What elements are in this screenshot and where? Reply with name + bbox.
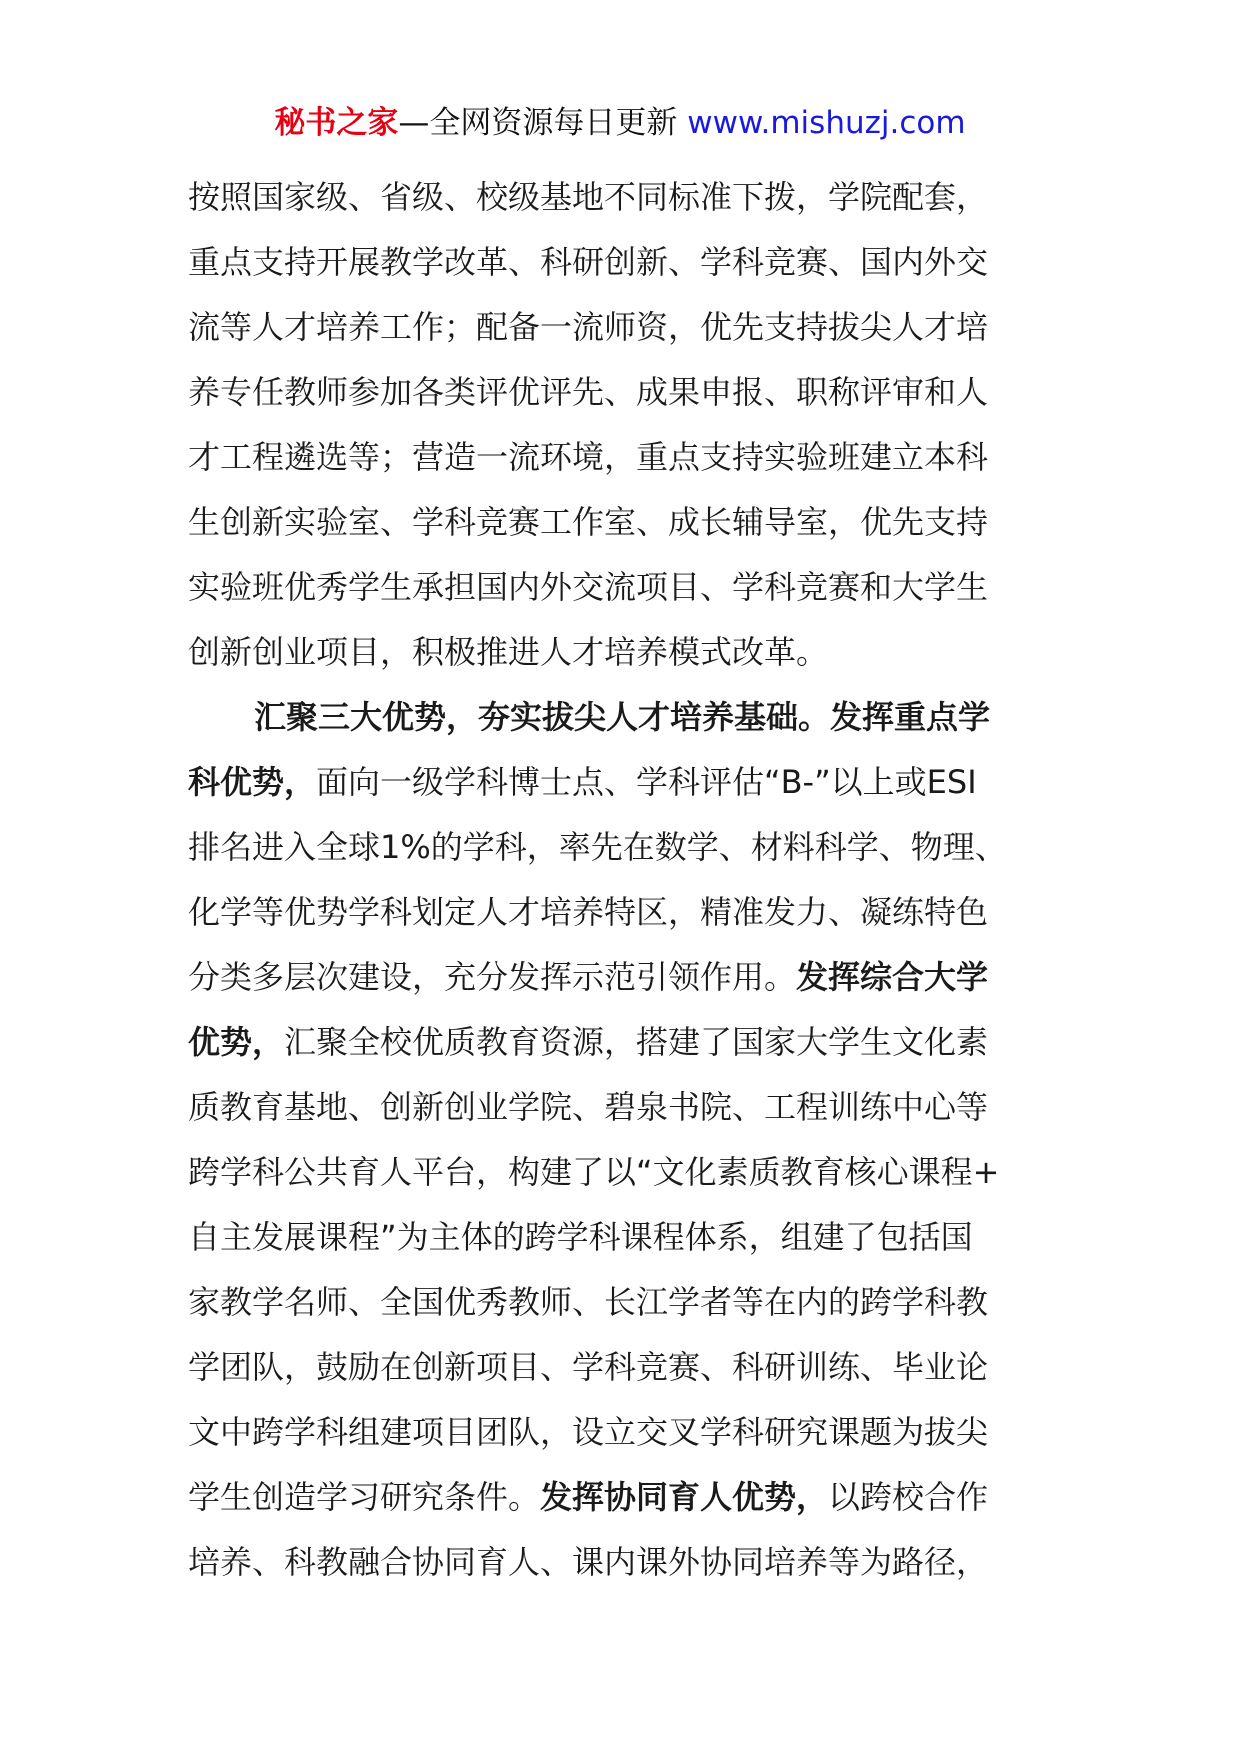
brand-name: 秘书之家 xyxy=(274,105,399,141)
body-text: 自主发展课程”为主体的跨学科课程体系，组建了包括国 xyxy=(188,1218,973,1256)
text-line xyxy=(188,945,1058,1010)
text-line xyxy=(188,1335,1058,1400)
body-text: 排名进入全球1%的学科，率先在数学、材料科学、物理、 xyxy=(188,828,1007,866)
site-header xyxy=(0,100,1240,146)
bold-text: 发挥协同育人优势， xyxy=(540,1478,829,1516)
body-text: 跨学科公共育人平台，构建了以“文化素质教育核心课程+ xyxy=(188,1153,1000,1191)
body-text: 创新创业项目，积极推进人才培养模式改革。 xyxy=(188,633,829,671)
site-url-link[interactable]: www.mishuzj.com xyxy=(687,105,966,141)
bold-text: 优势， xyxy=(188,1023,285,1061)
text-line xyxy=(188,620,1058,685)
body-text: 以跨校合作 xyxy=(828,1478,989,1516)
text-line xyxy=(188,1465,1058,1530)
text-line xyxy=(188,360,1058,425)
text-line xyxy=(188,425,1058,490)
body-text: 重点支持开展教学改革、科研创新、学科竞赛、国内外交 xyxy=(188,243,989,281)
text-line xyxy=(188,685,1058,750)
body-text: 按照国家级、省级、校级基地不同标准下拨，学院配套， xyxy=(188,178,989,216)
body-text: 培养、科教融合协同育人、课内课外协同培养等为路径， xyxy=(188,1543,989,1581)
text-line xyxy=(188,1530,1058,1595)
text-line xyxy=(188,1075,1058,1140)
document-body xyxy=(188,165,1058,1595)
text-line xyxy=(188,1400,1058,1465)
bold-text: 科优势， xyxy=(188,763,317,801)
body-text: 质教育基地、创新创业学院、碧泉书院、工程训练中心等 xyxy=(188,1088,989,1126)
body-text: 分类多层次建设，充分发挥示范引领作用。 xyxy=(188,958,797,996)
text-line xyxy=(188,490,1058,555)
bold-text: 发挥综合大学 xyxy=(796,958,989,996)
body-text: 面向一级学科博士点、学科评估“B-”以上或ESI xyxy=(316,763,977,801)
bold-text: 汇聚三大优势，夯实拔尖人才培养基础。发挥重点学 xyxy=(254,698,991,736)
text-line xyxy=(188,880,1058,945)
text-line xyxy=(188,750,1058,815)
body-text: 养专任教师参加各类评优评先、成果申报、职称评审和人 xyxy=(188,373,989,411)
body-text: 文中跨学科组建项目团队，设立交叉学科研究课题为拔尖 xyxy=(188,1413,989,1451)
body-text: 学团队，鼓励在创新项目、学科竞赛、科研训练、毕业论 xyxy=(188,1348,989,1386)
text-line xyxy=(188,815,1058,880)
body-text: 流等人才培养工作；配备一流师资，优先支持拔尖人才培 xyxy=(188,308,989,346)
body-text: 实验班优秀学生承担国内外交流项目、学科竞赛和大学生 xyxy=(188,568,989,606)
text-line xyxy=(188,1270,1058,1335)
header-tagline: —全网资源每日更新 xyxy=(398,105,678,141)
text-line xyxy=(188,230,1058,295)
text-line xyxy=(188,555,1058,620)
body-text: 学生创造学习研究条件。 xyxy=(188,1478,541,1516)
text-line xyxy=(188,1205,1058,1270)
body-text: 汇聚全校优质教育资源，搭建了国家大学生文化素 xyxy=(284,1023,989,1061)
body-text: 家教学名师、全国优秀教师、长江学者等在内的跨学科教 xyxy=(188,1283,989,1321)
body-text: 生创新实验室、学科竞赛工作室、成长辅导室，优先支持 xyxy=(188,503,989,541)
text-line xyxy=(188,1010,1058,1075)
text-line xyxy=(188,165,1058,230)
text-line xyxy=(188,295,1058,360)
body-text: 化学等优势学科划定人才培养特区，精准发力、凝练特色 xyxy=(188,893,989,931)
body-text: 才工程遴选等；营造一流环境，重点支持实验班建立本科 xyxy=(188,438,989,476)
text-line xyxy=(188,1140,1058,1205)
